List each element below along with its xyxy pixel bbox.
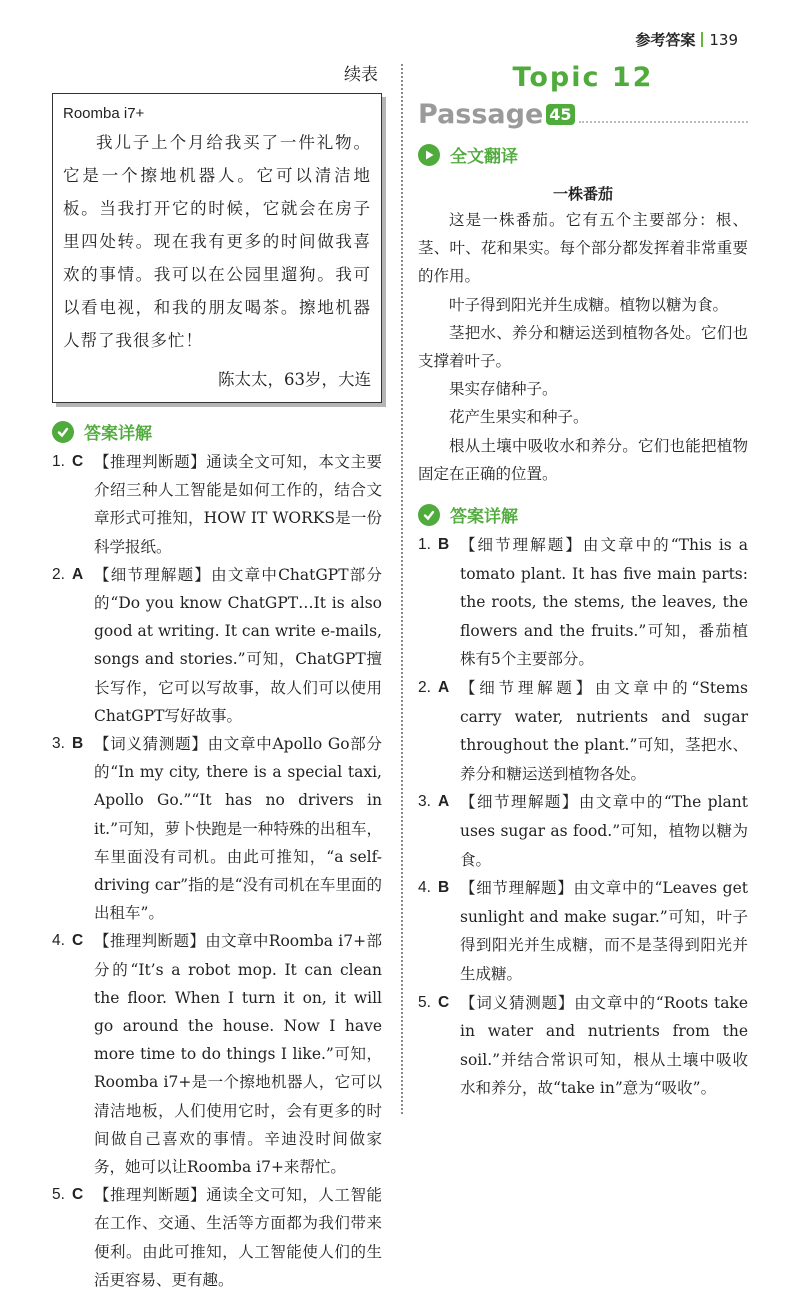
answer-item — [52, 730, 382, 927]
left-column — [52, 60, 382, 1294]
right-column — [418, 60, 748, 1103]
answer-key: B — [438, 879, 450, 897]
answer-key: C — [72, 453, 84, 470]
article-title: 一株番茄 — [552, 185, 613, 203]
answer-text: 【推理判断题】由文章中Roomba i7+部分的“It’s a robot mop. It can clean the floor. When I turn it on, it will go around the house. Now I have more time to do things I like.”可知，Roomba i7+是一个擦地机器人，它可以清洁地板，人们使用它时，会有更多的时间做自己喜欢的事情。辛迪没时间做家务，她可以让Roomba i7+来帮忙。 — [94, 932, 382, 1177]
article-paragraph: 这是一株番茄。它有五个主要部分：根、茎、叶、花和果实。每个部分都发挥着非常重要的作用。 — [418, 211, 748, 286]
section-title: 全文翻译 — [450, 147, 518, 167]
answer-item — [52, 561, 382, 730]
answer-text: 【词义猜测题】由文章中Apollo Go部分的“In my city, there is a special taxi, Apollo Go.”“It has no drivers in it.”可知，萝卜快跑是一种特殊的出租车，车里面没有司机。由此可推知，“a self-driving car”指的是“没有司机在车里面的出租车”。 — [94, 735, 383, 923]
continued-label: 续表 — [344, 65, 378, 85]
article-paragraph: 根从土壤中吸收水和养分。它们也能把植物固定在正确的位置。 — [418, 436, 748, 483]
answer-text: 【细节理解题】由文章中的“The plant uses sugar as food.”可知，植物以糖为食。 — [460, 793, 748, 869]
answer-item — [52, 448, 382, 561]
box-title: Roomba i7+ — [63, 105, 145, 122]
section-title: 答案详解 — [450, 507, 518, 528]
answer-text: 【推理判断题】通读全文可知，人工智能在工作、交通、生活等方面都为我们带来便利。由此可推知，人工智能使人们的生活更容易、更有趣。 — [94, 1186, 382, 1289]
answer-text: 【细节理解题】由文章中ChatGPT部分的“Do you know ChatGPT…It is also good at writing. It can write e-mails, songs and stories.”可知，ChatGPT擅长写作，它可以写故事，故人们可以使用ChatGPT写好故事。 — [94, 565, 382, 725]
section-heading-translation — [418, 142, 748, 167]
article-paragraph: 叶子得到阳光并生成糖。植物以糖为食。 — [449, 295, 729, 314]
topic-title: Topic 12 — [512, 62, 654, 93]
section-heading-answers — [418, 502, 748, 527]
answer-key: C — [438, 993, 450, 1011]
answer-number: 2. — [418, 679, 431, 696]
answer-item — [52, 927, 382, 1181]
article-paragraph: 花产生果实和种子。 — [449, 408, 589, 427]
answer-number: 2. — [52, 565, 65, 583]
box-signature: 陈太太，63岁，大连 — [218, 370, 371, 389]
answer-item — [418, 989, 748, 1103]
header-title: 参考答案 — [635, 31, 696, 49]
answer-number: 4. — [418, 879, 431, 897]
article-paragraph: 果实存储种子。 — [449, 380, 558, 399]
answer-key: C — [72, 932, 84, 950]
answer-number: 3. — [52, 735, 65, 753]
answer-item — [418, 874, 748, 988]
answer-number: 1. — [418, 536, 431, 554]
answer-key: A — [72, 565, 84, 583]
answer-item — [418, 531, 748, 674]
passage-heading — [418, 99, 748, 130]
answer-text: 【细节理解题】由文章中的“Stems carry water, nutrients and sugar throughout the plant.”可知，茎把水、养分和糖运送到植物各处。 — [460, 679, 748, 783]
passage-rule — [579, 121, 748, 123]
column-divider — [401, 64, 403, 1114]
passage-label: Passage — [418, 99, 544, 130]
play-icon — [418, 144, 440, 166]
answer-number: 1. — [52, 453, 65, 470]
answer-number: 5. — [418, 993, 431, 1011]
answer-text: 【词义猜测题】由文章中的“Roots take in water and nutrients from the soil.”并结合常识可知，根从土壤中吸收水和养分，故“take in”意为“吸收”。 — [460, 993, 748, 1098]
answer-number: 4. — [52, 932, 65, 950]
check-icon — [418, 504, 440, 526]
answer-number: 3. — [418, 793, 431, 811]
header-separator — [701, 32, 703, 47]
page-header — [635, 29, 738, 50]
answer-text: 【细节理解题】由文章中的“This is a tomato plant. It has five main parts: the roots, the stems, the leaves, the flowers and the fruits.”可知，番茄植株有5个主要部分。 — [460, 536, 748, 669]
answer-key: A — [438, 679, 450, 696]
article-paragraph: 茎把水、养分和糖运送到植物各处。它们也支撑着叶子。 — [418, 323, 748, 371]
testimonial-box — [52, 93, 382, 403]
answer-key: C — [72, 1186, 84, 1204]
passage-number: 45 — [546, 104, 574, 125]
page-number: 139 — [709, 31, 738, 49]
answer-item — [418, 674, 748, 788]
answer-key: B — [72, 735, 84, 753]
section-title: 答案详解 — [84, 424, 152, 444]
answer-item — [52, 1181, 382, 1294]
answer-key: B — [438, 536, 450, 554]
answer-text: 【细节理解题】由文章中的“Leaves get sunlight and make sugar.”可知，叶子得到阳光并生成糖，而不是茎得到阳光并生成糖。 — [460, 879, 748, 983]
article — [418, 183, 748, 488]
answer-key: A — [438, 793, 450, 811]
answer-text: 【推理判断题】通读全文可知，本文主要介绍三种人工智能是如何工作的，结合文章形式可推知，HOW IT WORKS是一份科学报纸。 — [94, 453, 382, 556]
section-heading-answers — [52, 419, 382, 444]
answer-number: 5. — [52, 1186, 65, 1204]
answer-item — [418, 788, 748, 874]
check-icon — [52, 421, 74, 443]
box-paragraph: 我儿子上个月给我买了一件礼物。它是一个擦地机器人。它可以清洁地板。当我打开它的时候，它就会在房子里四处转。现在我有更多的时间做我喜欢的事情。我可以在公园里遛狗。我可以看电视，和我的朋友喝茶。擦地机器人帮了我很多忙！ — [63, 133, 371, 350]
